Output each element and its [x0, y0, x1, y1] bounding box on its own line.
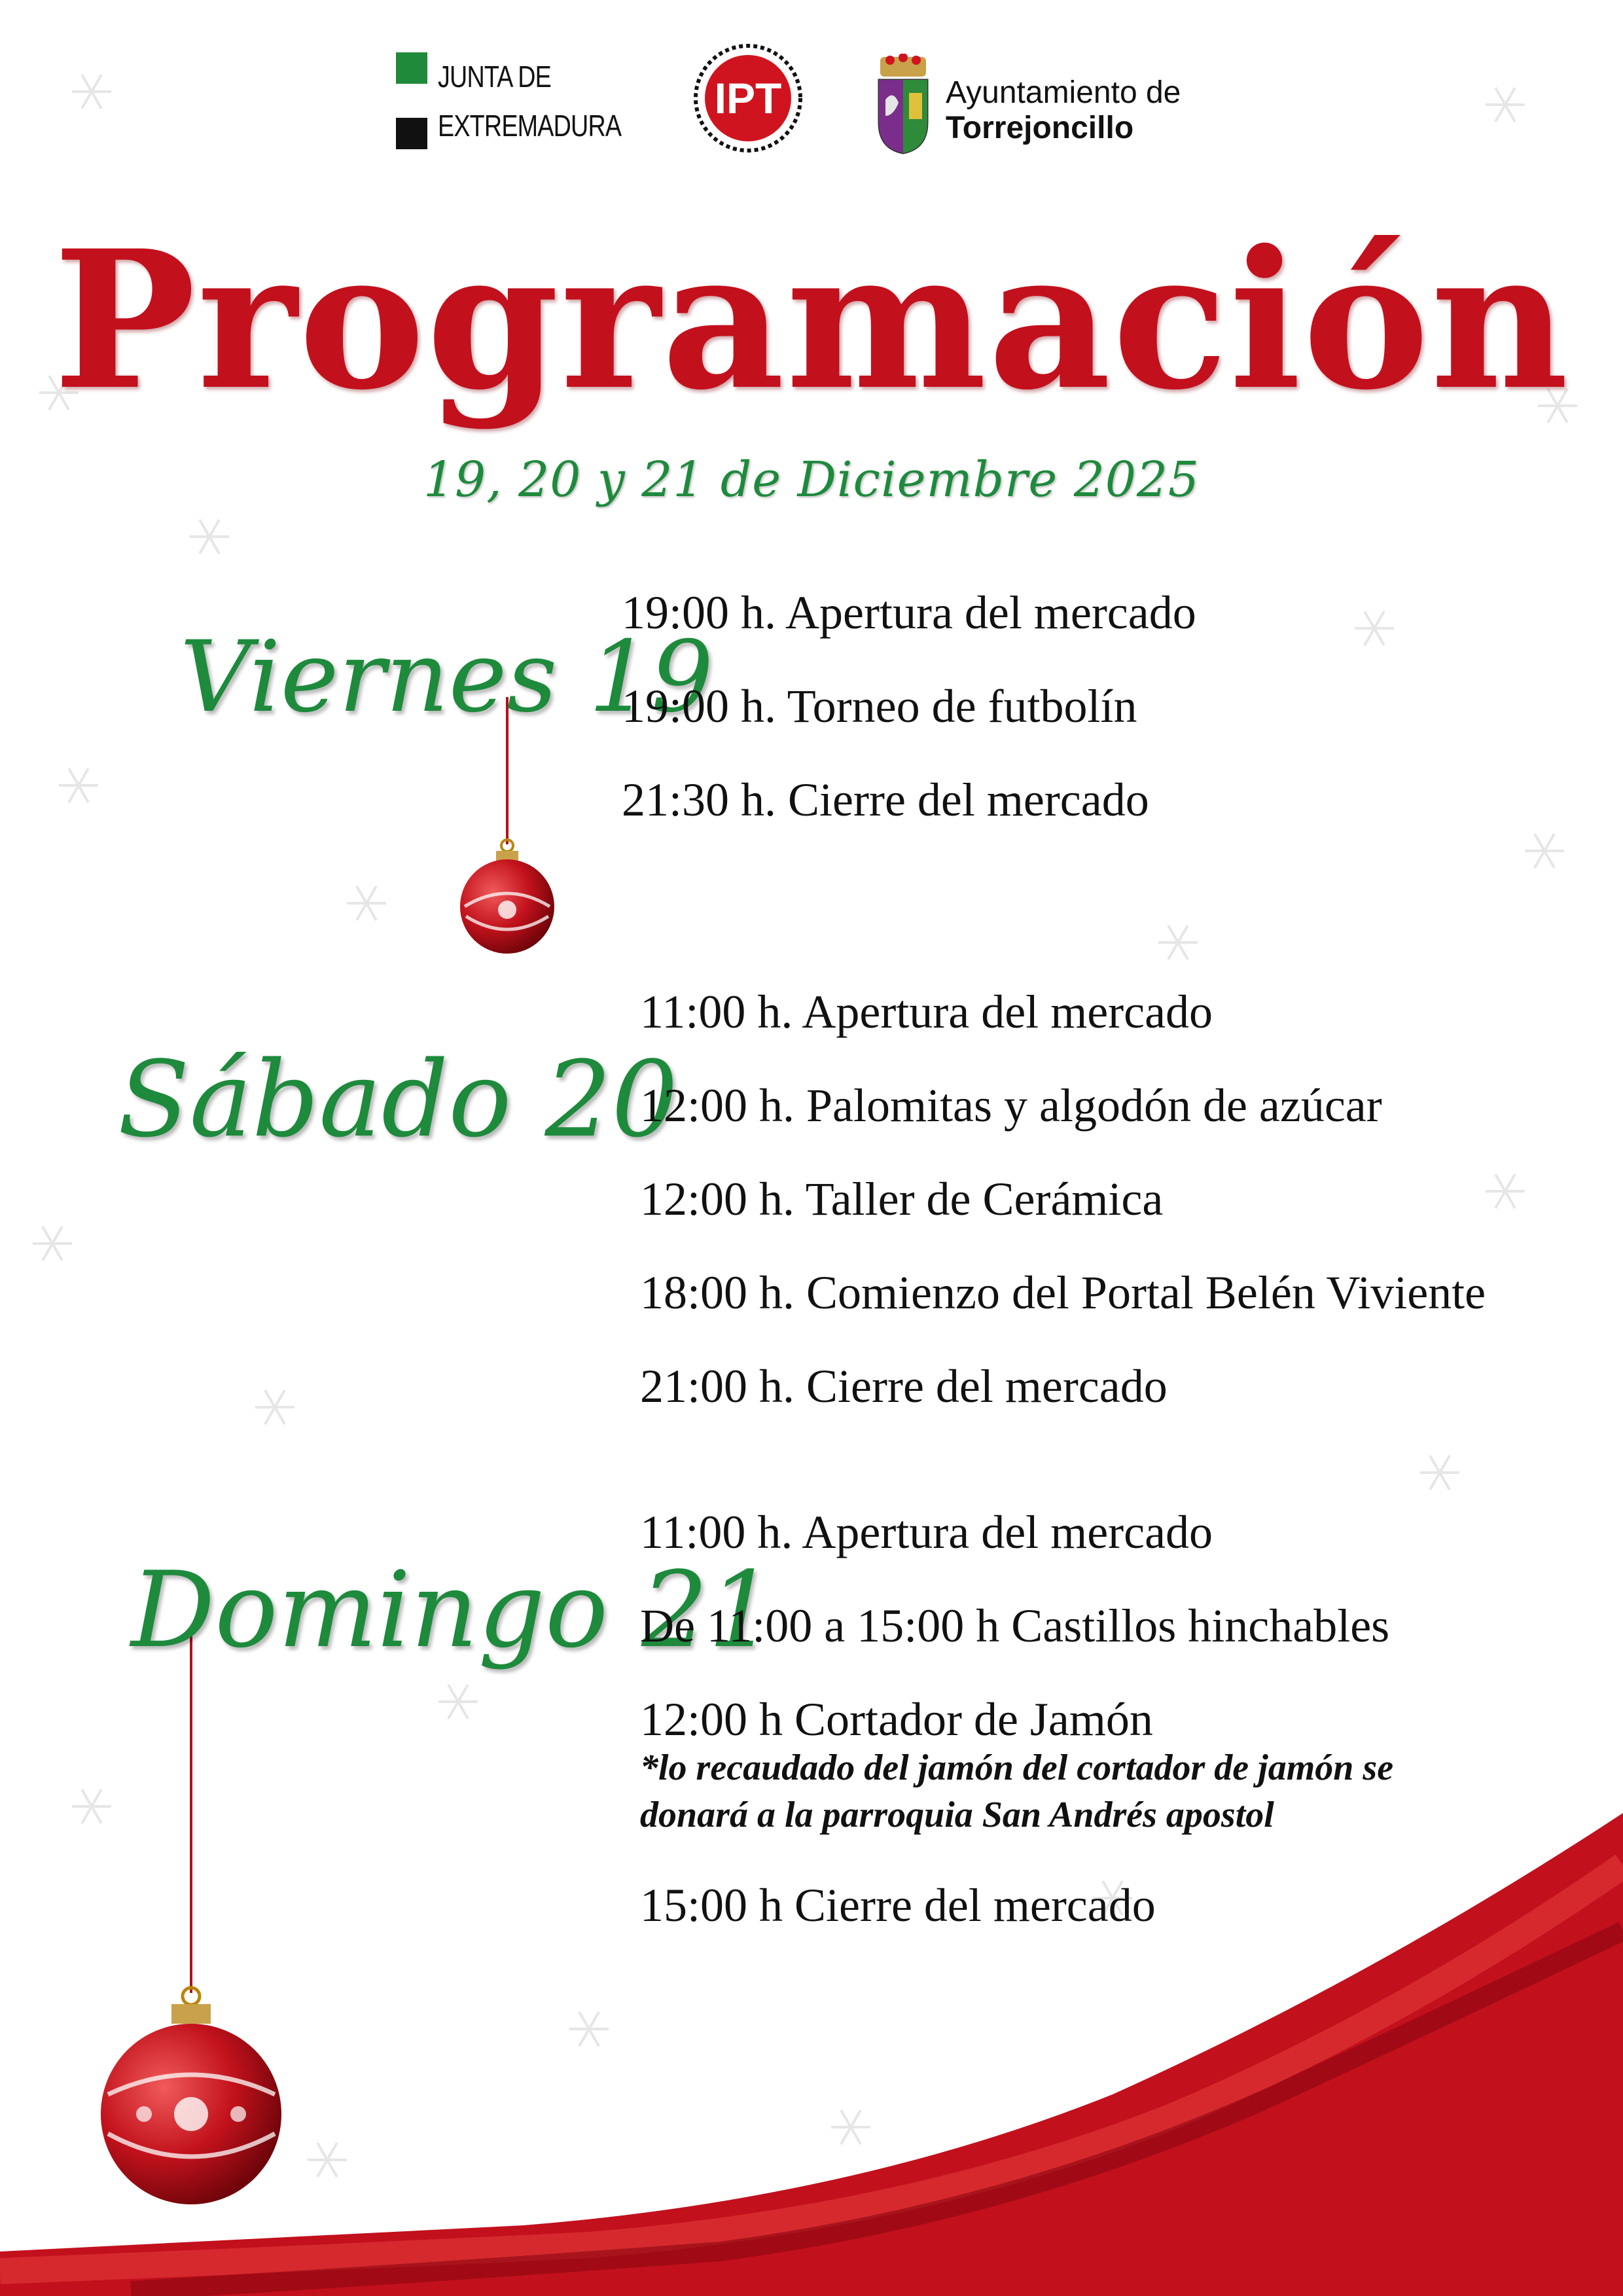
day-label-sabado: Sábado 20	[118, 1038, 679, 1160]
christmas-ornament	[460, 697, 554, 954]
schedule-item: 21:00 h. Cierre del mercado	[640, 1360, 1168, 1412]
ayuntamiento-line1: Ayuntamiento de	[946, 75, 1181, 110]
ayuntamiento-line2: Torrejoncillo	[946, 111, 1134, 145]
day-label-domingo: Domingo 21	[131, 1549, 775, 1671]
schedule-item: 12:00 h. Palomitas y algodón de azúcar	[640, 1079, 1382, 1132]
junta-extremadura-logo	[396, 52, 645, 151]
ipt-logo-text: IPT	[714, 74, 782, 122]
schedule-item: 21:30 h. Cierre del mercado	[622, 774, 1149, 826]
schedule-note-line2: donará a la parroquia San Andrés apostol	[640, 1795, 1274, 1835]
coat-of-arms-icon	[874, 54, 933, 155]
schedule-item: 11:00 h. Apertura del mercado	[640, 1506, 1213, 1558]
christmas-ornament	[101, 1636, 281, 2204]
schedule-item: 11:00 h. Apertura del mercado	[640, 986, 1213, 1038]
black-square-icon	[396, 118, 427, 149]
day-label-viernes: Viernes 19	[180, 620, 714, 734]
ipt-logo	[692, 39, 804, 157]
green-square-icon	[396, 52, 427, 84]
event-dates: 19, 20 y 21 de Diciembre 2025	[423, 452, 1200, 508]
schedule-item: 15:00 h Cierre del mercado	[640, 1879, 1156, 1931]
schedule-item: 12:00 h Cortador de Jamón	[640, 1693, 1153, 1746]
schedule-note-line1: *lo recaudado del jamón del cortador de jamón se	[640, 1748, 1394, 1788]
page-title: Programación	[53, 209, 1570, 432]
schedule-item: 19:00 h. Apertura del mercado	[622, 586, 1196, 639]
ayuntamiento-logo	[874, 54, 1240, 158]
schedule-item: 19:00 h. Torneo de futbolín	[622, 680, 1137, 732]
schedule-item: 12:00 h. Taller de Cerámica	[640, 1173, 1164, 1225]
junta-line1: JUNTA DE	[438, 60, 551, 94]
schedule-item: 18:00 h. Comienzo del Portal Belén Viviente	[640, 1266, 1486, 1319]
junta-line2: EXTREMADURA	[438, 109, 622, 143]
schedule-item: De 11:00 a 15:00 h Castillos hinchables	[640, 1600, 1390, 1652]
